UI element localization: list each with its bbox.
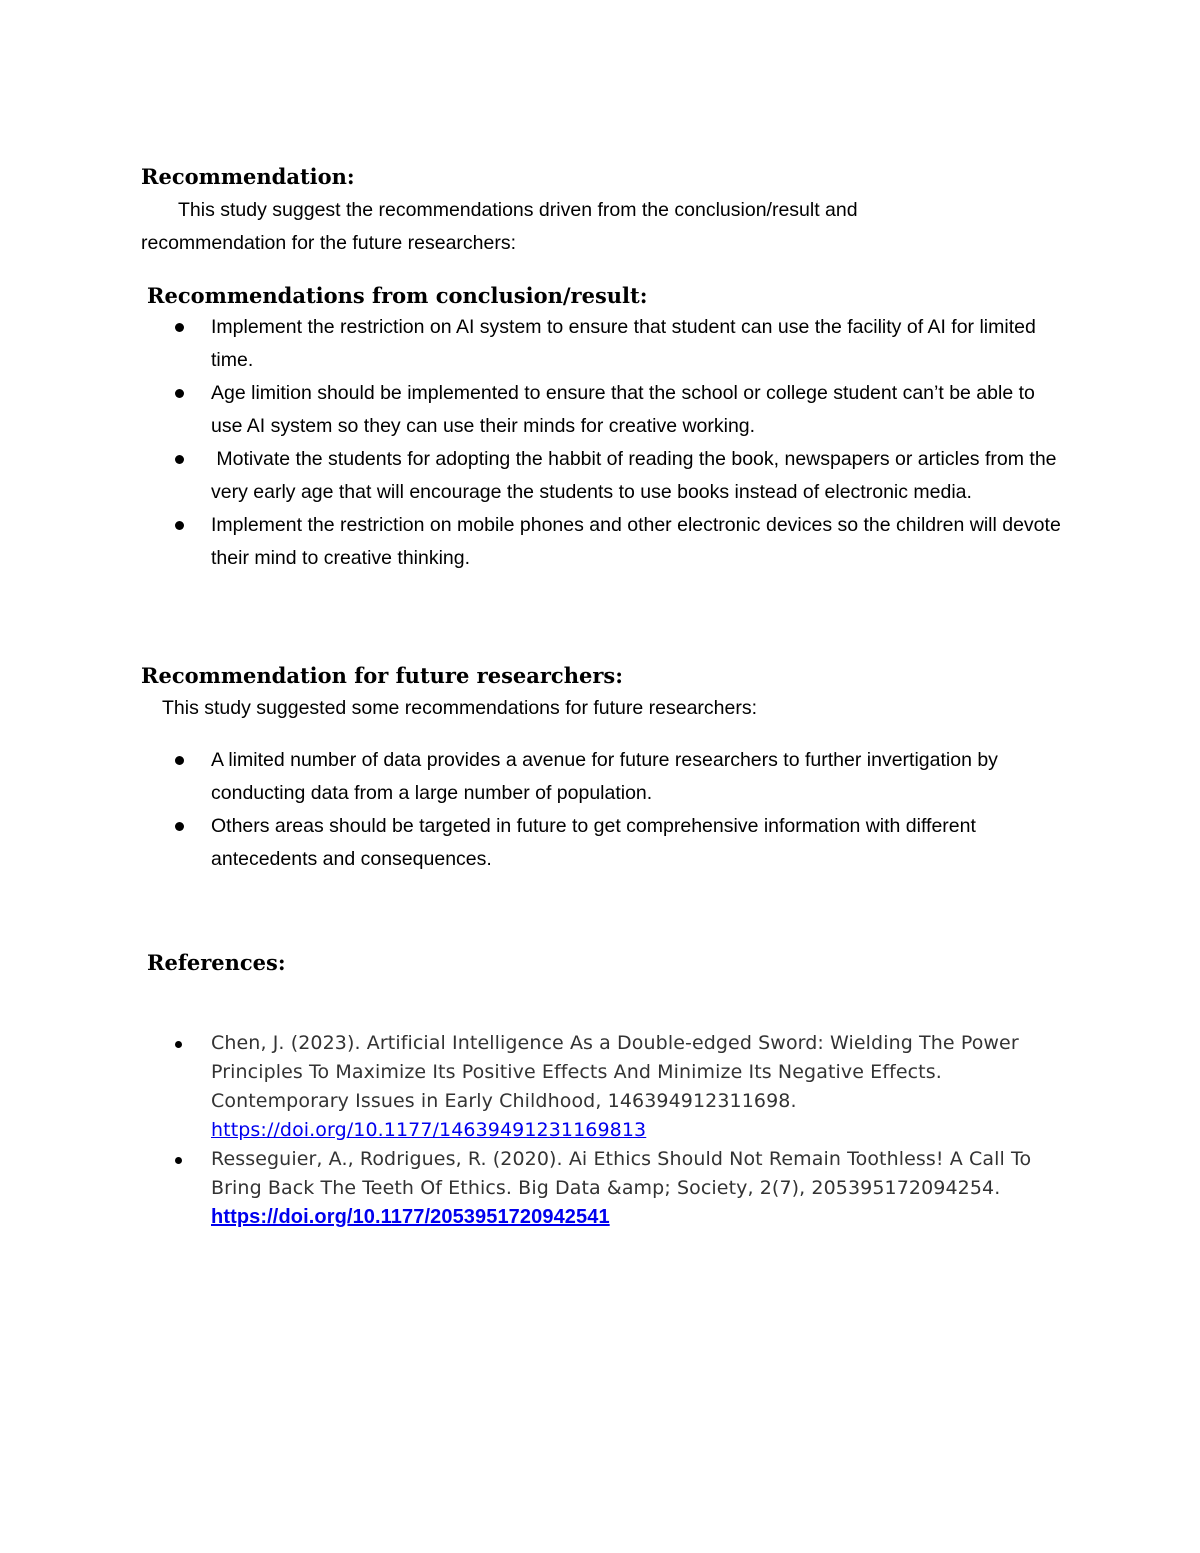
bullet-icon — [175, 756, 184, 765]
list-item — [211, 509, 1071, 575]
reference-item — [211, 1029, 1071, 1145]
reference-doi-link[interactable]: https://doi.org/10.1177/2053951720942541 — [211, 1206, 610, 1228]
reference-text: Chen, J. (2023). Artificial Intelligence As a Double-edged Sword: Wielding The Power Principles To Maximize Its Positive Effects And Minimize Its Negative Effects. Contemporary Issues in Early Childhood, 146394912311698. — [211, 1032, 1019, 1112]
list-item-text: Implement the restriction on AI system to ensure that student can use the facility of AI for limited time. — [211, 316, 1036, 371]
list-item-text: Age limition should be implemented to ensure that the school or college student can’t be able to use AI system so they can use their minds for creative working. — [211, 382, 1035, 437]
list-item — [211, 377, 1071, 443]
list-item — [211, 744, 1001, 810]
bullet-icon — [175, 1041, 182, 1048]
recommendation-intro-line1: This study suggest the recommendations driven from the conclusion/result and — [178, 199, 858, 221]
conclusion-heading: Recommendations from conclusion/result: — [147, 283, 648, 308]
list-item — [211, 443, 1071, 509]
list-item-text: Motivate the students for adopting the habbit of reading the book, newspapers or articles from the very early age that will encourage the students to use books instead of electronic media. — [211, 448, 1062, 503]
list-item — [211, 810, 1001, 876]
list-item-text: Implement the restriction on mobile phones and other electronic devices so the children will devote their mind to creative thinking. — [211, 514, 1061, 569]
bullet-icon — [175, 323, 184, 332]
references-list — [211, 1029, 1071, 1232]
reference-doi-link[interactable]: https://doi.org/10.1177/14639491231169813 — [211, 1119, 647, 1141]
reference-item — [211, 1145, 1071, 1232]
list-item-text: A limited number of data provides a avenue for future researchers to further invertigation by conducting data from a large number of population. — [211, 749, 998, 804]
future-researchers-list — [211, 744, 1001, 876]
references-heading: References: — [147, 950, 286, 975]
bullet-icon — [175, 455, 184, 464]
conclusion-list — [211, 311, 1071, 575]
future-researchers-heading: Recommendation for future researchers: — [141, 663, 623, 688]
bullet-icon — [175, 822, 184, 831]
list-item — [211, 311, 1071, 377]
recommendation-heading: Recommendation: — [141, 164, 355, 189]
bullet-icon — [175, 521, 184, 530]
bullet-icon — [175, 389, 184, 398]
recommendation-intro-line2: recommendation for the future researchers: — [141, 232, 517, 254]
future-researchers-intro: This study suggested some recommendations for future researchers: — [162, 697, 758, 719]
bullet-icon — [175, 1157, 182, 1164]
reference-text: Resseguier, A., Rodrigues, R. (2020). Ai Ethics Should Not Remain Toothless! A Call To Bring Back The Teeth Of Ethics. Big Data &amp; Society, 2(7), 205395172094254. — [211, 1148, 1032, 1199]
list-item-text: Others areas should be targeted in future to get comprehensive information with different antecedents and consequences. — [211, 815, 976, 870]
